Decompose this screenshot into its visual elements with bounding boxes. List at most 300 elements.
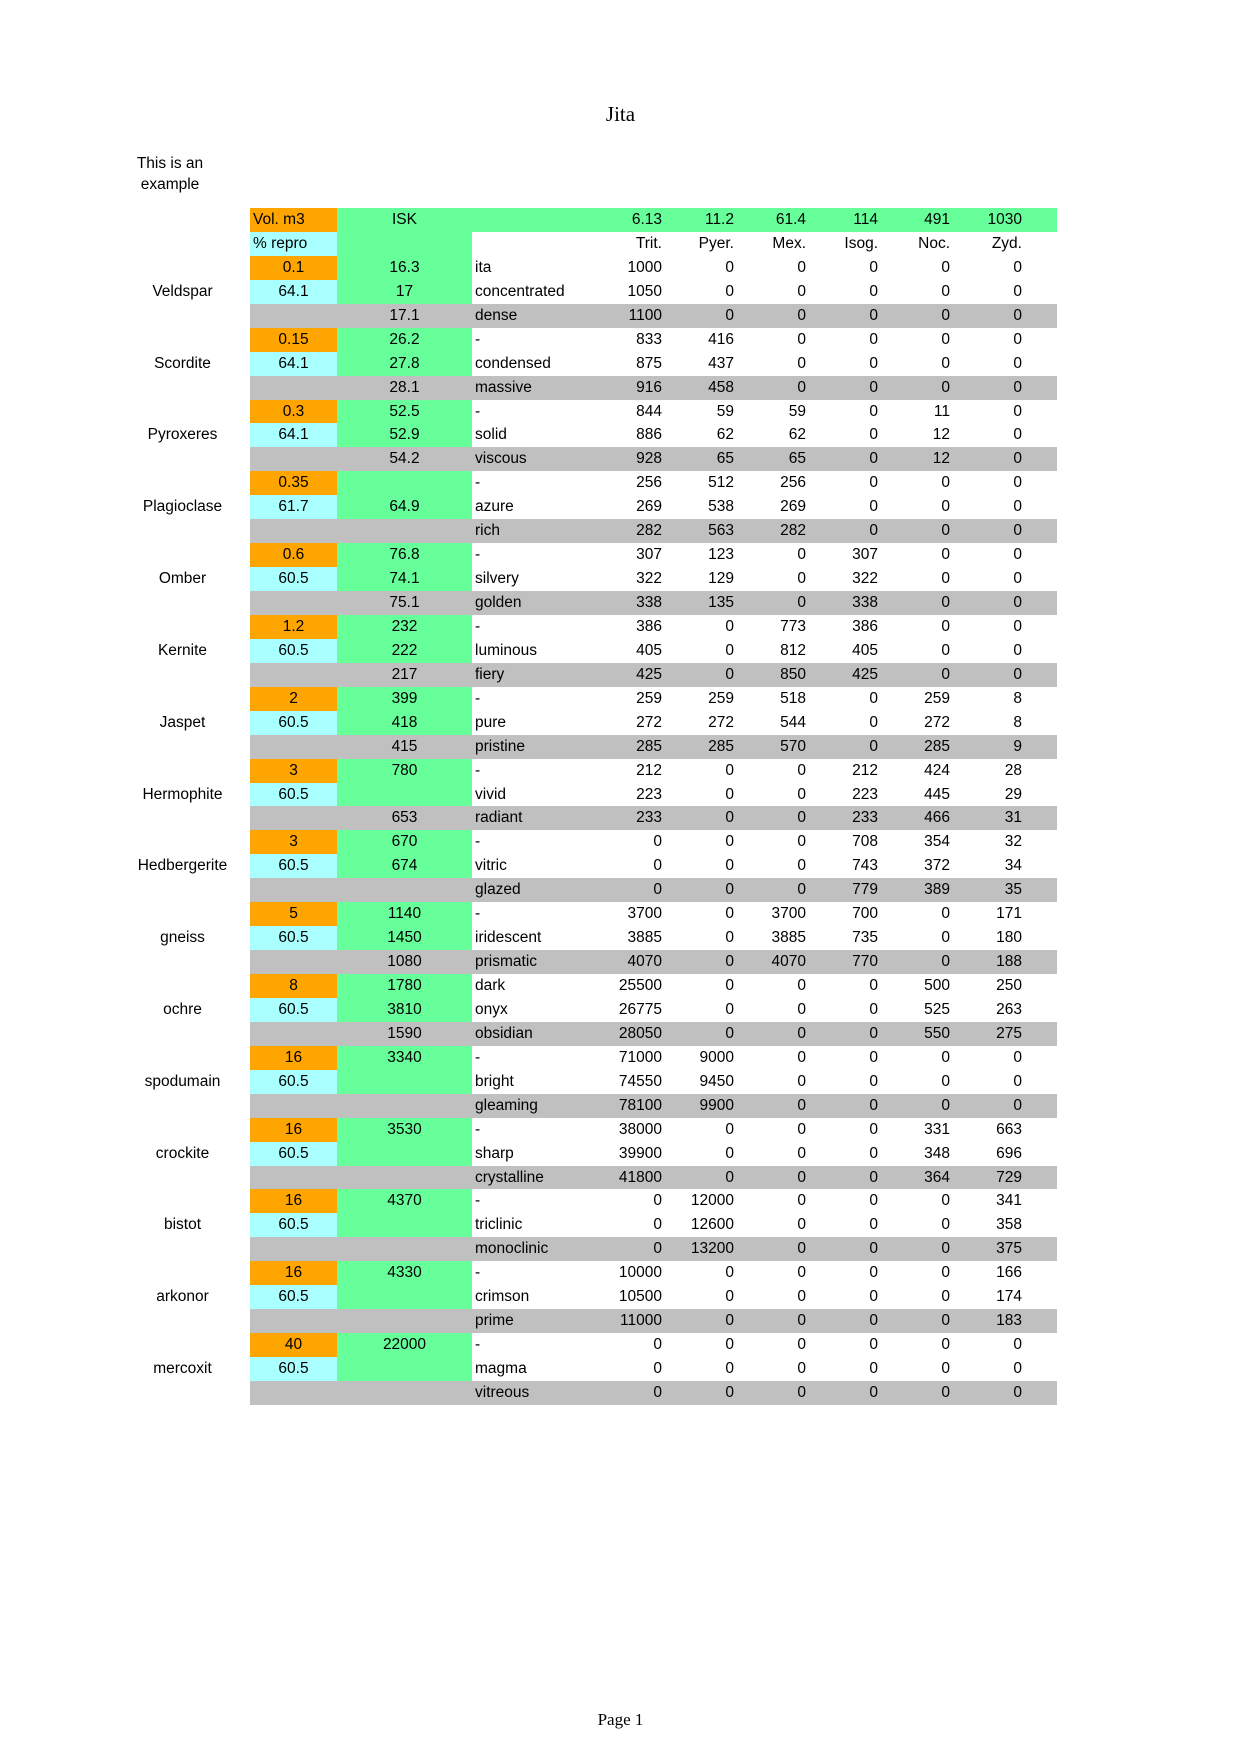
spacer-cell [1029, 208, 1057, 232]
mineral-value-cell-3: 0 [869, 1072, 878, 1090]
isk-cell: 16.3 [337, 256, 472, 280]
ore-name-cell [115, 1046, 250, 1070]
mineral-value-cell-3: 233 [813, 806, 885, 830]
variant-cell: - [475, 833, 481, 851]
spacer-cell [1029, 304, 1057, 328]
mineral-value-cell-1: 12600 [690, 1216, 734, 1234]
ore-row-Jaspet-0 [115, 687, 1057, 711]
mineral-value-cell-2: 0 [797, 1048, 806, 1066]
mineral-value-cell-5: 0 [1013, 354, 1022, 372]
vol-blank-cell [250, 376, 337, 400]
isk-cell: 674 [337, 854, 472, 878]
mineral-value-cell-0: 74550 [618, 1072, 662, 1090]
isk-cell [337, 878, 472, 902]
vol-cell: 16 [250, 1261, 337, 1285]
ore-row-gneiss-0 [115, 902, 1057, 926]
ore-name-cell: spodumain [144, 1072, 221, 1090]
mineral-value-cell-0: 78100 [597, 1094, 669, 1118]
mineral-value-cell-1: 0 [725, 1336, 734, 1354]
mineral-value-cell-3: 0 [869, 1048, 878, 1066]
mineral-value-cell-5: 0 [957, 1094, 1029, 1118]
mineral-value-cell-1: 0 [725, 929, 734, 947]
mineral-value-cell-1: 0 [669, 806, 741, 830]
mineral-value-cell-2: 0 [797, 1336, 806, 1354]
isk-cell: 54.2 [337, 447, 472, 471]
ore-row-Hedbergerite-0 [115, 830, 1057, 854]
mineral-value-cell-2: 0 [797, 330, 806, 348]
mineral-value-cell-4: 0 [941, 570, 950, 588]
mineral-value-cell-4: 0 [885, 950, 957, 974]
variant-cell: triclinic [475, 1216, 523, 1234]
isk-cell: 75.1 [337, 591, 472, 615]
mineral-value-cell-2: 0 [741, 1237, 813, 1261]
vol-blank-cell [250, 1094, 337, 1118]
mineral-value-cell-3: 0 [869, 426, 878, 444]
ore-row-mercoxit-1 [115, 1357, 1057, 1381]
ore-name-cell: Plagioclase [142, 498, 223, 516]
ore-name-cell [115, 519, 250, 543]
spacer-cell [1029, 1381, 1057, 1405]
mineral-value-cell-4: 0 [941, 354, 950, 372]
ore-name-cell: Hedbergerite [137, 857, 228, 875]
mineral-value-cell-4: 0 [941, 929, 950, 947]
spacer-cell [1029, 423, 1057, 447]
mineral-value-cell-3: 0 [869, 330, 878, 348]
variant-cell: - [475, 1336, 481, 1354]
mineral-value-cell-2: 0 [797, 1360, 806, 1377]
spacer-cell [1029, 806, 1057, 830]
mineral-value-cell-3: 0 [813, 1166, 885, 1190]
mineral-value-cell-5: 0 [957, 663, 1029, 687]
mineral-value-cell-4: 0 [941, 1264, 950, 1282]
mineral-value-cell-5: 275 [957, 1022, 1029, 1046]
page-title: Jita [605, 102, 636, 126]
repro-cell: 60.5 [250, 1285, 337, 1309]
ore-name-cell [115, 759, 250, 783]
repro-cell: 64.1 [250, 423, 337, 447]
repro-cell: 61.7 [250, 495, 337, 519]
mineral-value-cell-0: 38000 [618, 1120, 662, 1138]
vol-blank-cell [250, 878, 337, 902]
mineral-value-cell-0: 272 [636, 713, 662, 731]
isk-cell: 1080 [337, 950, 472, 974]
mineral-value-cell-2: 0 [741, 1094, 813, 1118]
repro-cell: 60.5 [250, 639, 337, 663]
mineral-value-cell-3: 0 [869, 1000, 878, 1018]
mineral-value-cell-4: 0 [941, 330, 950, 348]
mineral-value-cell-2: 0 [797, 1000, 806, 1018]
mineral-value-cell-0: 0 [597, 1237, 669, 1261]
mineral-value-cell-4: 424 [924, 761, 950, 779]
ore-row-gneiss-1 [115, 926, 1057, 950]
mineral-value-cell-1: 0 [725, 1288, 734, 1306]
variant-cell: - [475, 1192, 481, 1210]
vol-blank-cell [250, 1309, 337, 1333]
mineral-value-cell-1: 9450 [699, 1072, 734, 1090]
isk-cell: 4330 [337, 1261, 472, 1285]
isk-cell [337, 1381, 472, 1405]
variant-cell: massive [472, 376, 597, 400]
mineral-value-cell-5: 35 [957, 878, 1029, 902]
ore-name-cell [115, 256, 250, 280]
variant-cell: - [475, 905, 481, 923]
mineral-value-cell-4: 372 [924, 857, 950, 875]
spacer-cell [1029, 1237, 1057, 1261]
ore-name-cell [115, 974, 250, 998]
corner-cell [115, 232, 250, 256]
ore-row-Hermophite-1 [115, 783, 1057, 807]
repro-cell: 64.1 [250, 352, 337, 376]
ore-row-arkonor-1 [115, 1285, 1057, 1309]
mineral-value-cell-1: 272 [708, 713, 734, 731]
ore-name-cell [115, 1166, 250, 1190]
variant-cell: - [475, 402, 481, 420]
mineral-value-cell-3: 223 [852, 785, 878, 803]
mineral-value-cell-5: 9 [957, 735, 1029, 759]
mineral-value-cell-1: 135 [669, 591, 741, 615]
mineral-value-cell-3: 0 [869, 1120, 878, 1138]
price-header-cell-3: 114 [813, 208, 885, 232]
mineral-value-cell-4: 0 [941, 1288, 950, 1306]
mineral-value-cell-0: 928 [597, 447, 669, 471]
repro-cell: 60.5 [250, 1357, 337, 1381]
mineral-header-cell-5: Zyd. [991, 234, 1022, 252]
mineral-value-cell-4: 0 [941, 474, 950, 492]
ore-row-Veldspar-1 [115, 280, 1057, 304]
mineral-header-cell-4: Noc. [918, 234, 950, 252]
variant-cell: bright [475, 1072, 514, 1090]
mineral-value-cell-0: 0 [653, 857, 662, 875]
mineral-value-cell-3: 0 [869, 474, 878, 492]
mineral-value-cell-5: 341 [996, 1192, 1022, 1210]
vol-blank-cell [250, 735, 337, 759]
isk-cell: 1450 [337, 926, 472, 950]
mineral-value-cell-4: 12 [885, 447, 957, 471]
mineral-value-cell-5: 0 [1013, 282, 1022, 300]
vol-blank-cell [250, 519, 337, 543]
mineral-value-cell-2: 0 [797, 977, 806, 994]
mineral-value-cell-1: 0 [725, 905, 734, 923]
variant-cell: - [475, 474, 481, 492]
mineral-value-cell-3: 0 [869, 1216, 878, 1234]
mineral-value-cell-3: 386 [852, 617, 878, 635]
mineral-value-cell-4: 500 [924, 977, 950, 994]
mineral-value-cell-0: 1000 [627, 258, 662, 276]
ore-row-Scordite-0 [115, 328, 1057, 352]
mineral-value-cell-3: 0 [869, 1288, 878, 1306]
mineral-value-cell-4: 272 [924, 713, 950, 731]
ore-row-Kernite-2 [115, 663, 1057, 687]
mineral-value-cell-0: 425 [597, 663, 669, 687]
vol-blank-cell [250, 806, 337, 830]
mineral-value-cell-2: 773 [780, 617, 806, 635]
mineral-value-cell-4: 445 [924, 785, 950, 803]
mineral-value-cell-1: 0 [669, 663, 741, 687]
spacer-cell [1029, 1070, 1057, 1094]
mineral-value-cell-2: 0 [797, 1072, 806, 1090]
mineral-value-cell-1: 0 [725, 641, 734, 659]
mineral-value-cell-2: 0 [797, 857, 806, 875]
mineral-value-cell-3: 0 [813, 735, 885, 759]
spacer-cell [1029, 1189, 1057, 1213]
mineral-value-cell-4: 0 [941, 546, 950, 564]
mineral-value-cell-5: 250 [996, 977, 1022, 994]
mineral-value-cell-5: 0 [1013, 1360, 1022, 1377]
mineral-value-cell-5: 0 [1013, 546, 1022, 564]
ore-row-crockite-2 [115, 1166, 1057, 1190]
repro-cell: 60.5 [250, 1142, 337, 1166]
spacer-cell [1029, 567, 1057, 591]
mineral-value-cell-4: 0 [885, 591, 957, 615]
ore-row-Omber-1 [115, 567, 1057, 591]
variant-cell: golden [472, 591, 597, 615]
vol-blank-cell [250, 591, 337, 615]
spacer-cell [1029, 759, 1057, 783]
price-header-cell-4: 491 [885, 208, 957, 232]
mineral-value-cell-3: 0 [813, 376, 885, 400]
isk-cell [337, 1213, 472, 1237]
mineral-value-cell-3: 0 [813, 1237, 885, 1261]
vol-cell: 5 [250, 902, 337, 926]
mineral-value-cell-3: 0 [869, 1360, 878, 1377]
ore-row-Scordite-1 [115, 352, 1057, 376]
isk-cell [337, 1285, 472, 1309]
variant-cell: sharp [475, 1144, 514, 1162]
ore-name-cell: Jaspet [159, 713, 206, 731]
vol-cell: 1.2 [250, 615, 337, 639]
mineral-value-cell-3: 405 [852, 641, 878, 659]
spacer-cell [1029, 1357, 1057, 1381]
spacer-cell [1029, 256, 1057, 280]
price-header-cell-2: 61.4 [741, 208, 813, 232]
variant-cell: gleaming [472, 1094, 597, 1118]
vol-header-cell: Vol. m3 [250, 208, 337, 232]
mineral-value-cell-2: 0 [797, 1120, 806, 1138]
spacer-cell [1029, 376, 1057, 400]
isk-cell [337, 519, 472, 543]
isk-cell: 399 [337, 687, 472, 711]
vol-blank-cell [250, 1166, 337, 1190]
mineral-value-cell-0: 256 [636, 474, 662, 492]
variant-cell: concentrated [475, 282, 565, 300]
mineral-value-cell-5: 0 [1013, 258, 1022, 276]
spacer-cell [1029, 519, 1057, 543]
isk-cell [337, 1357, 472, 1381]
mineral-value-cell-2: 59 [788, 402, 806, 420]
mineral-value-cell-2: 850 [741, 663, 813, 687]
ore-name-cell: Pyroxeres [147, 426, 218, 444]
mineral-value-cell-4: 331 [924, 1120, 950, 1138]
variant-cell: - [475, 1120, 481, 1138]
mineral-value-cell-2: 0 [741, 878, 813, 902]
variant-cell: pure [475, 713, 507, 731]
mineral-value-cell-4: 0 [885, 1309, 957, 1333]
mineral-value-cell-4: 0 [941, 641, 950, 659]
isk-cell: 415 [337, 735, 472, 759]
variant-cell: onyx [475, 1000, 508, 1018]
mineral-value-cell-5: 171 [996, 905, 1022, 923]
spacer-cell [1029, 1142, 1057, 1166]
spacer-cell [1029, 543, 1057, 567]
mineral-header-cell-3: Isog. [844, 234, 878, 252]
ore-name-cell [115, 806, 250, 830]
mineral-value-cell-1: 458 [669, 376, 741, 400]
variant-cell: rich [472, 519, 597, 543]
mineral-value-cell-0: 322 [636, 570, 662, 588]
mineral-value-cell-1: 0 [725, 1000, 734, 1018]
vol-blank-cell [250, 304, 337, 328]
mineral-value-cell-1: 59 [716, 402, 734, 420]
mineral-value-cell-3: 0 [813, 1094, 885, 1118]
mineral-value-cell-0: 11000 [597, 1309, 669, 1333]
mineral-value-cell-0: 0 [653, 1360, 662, 1377]
mineral-value-cell-0: 875 [636, 354, 662, 372]
variant-cell: azure [475, 498, 514, 516]
ore-name-cell [115, 1261, 250, 1285]
spacer-cell [1029, 1022, 1057, 1046]
mineral-value-cell-0: 307 [636, 546, 662, 564]
ore-name-cell [115, 663, 250, 687]
ore-row-ochre-0 [115, 974, 1057, 998]
vol-cell: 40 [250, 1333, 337, 1357]
vol-blank-cell [250, 950, 337, 974]
spacer-cell [1029, 998, 1057, 1022]
mineral-value-cell-1: 62 [716, 426, 734, 444]
mineral-value-cell-3: 0 [813, 519, 885, 543]
spacer-cell [1029, 471, 1057, 495]
variant-cell: - [475, 689, 481, 707]
mineral-value-cell-1: 0 [669, 1381, 741, 1405]
mineral-value-cell-0: 39900 [618, 1144, 662, 1162]
vol-cell: 0.1 [250, 256, 337, 280]
isk-cell: 52.9 [337, 423, 472, 447]
isk-cell: 670 [337, 830, 472, 854]
mineral-value-cell-2: 0 [741, 304, 813, 328]
mineral-value-cell-5: 0 [957, 519, 1029, 543]
mineral-value-cell-1: 0 [669, 304, 741, 328]
spacer-cell [1029, 854, 1057, 878]
mineral-value-cell-2: 812 [780, 641, 806, 659]
price-header-cell-0: 6.13 [597, 208, 669, 232]
ore-row-Pyroxeres-2 [115, 447, 1057, 471]
mineral-value-cell-0: 26775 [618, 1000, 662, 1018]
mineral-value-cell-1: 0 [669, 950, 741, 974]
mineral-value-cell-4: 0 [885, 1381, 957, 1405]
mineral-value-cell-0: 233 [597, 806, 669, 830]
mineral-value-cell-4: 0 [885, 1094, 957, 1118]
ore-name-cell: mercoxit [153, 1360, 212, 1377]
vol-cell: 16 [250, 1118, 337, 1142]
ore-name-cell [115, 543, 250, 567]
mineral-value-cell-0: 833 [636, 330, 662, 348]
mineral-value-cell-0: 886 [636, 426, 662, 444]
ore-name-cell [115, 1189, 250, 1213]
mineral-value-cell-3: 735 [852, 929, 878, 947]
vol-cell: 8 [250, 974, 337, 998]
mineral-value-cell-0: 285 [597, 735, 669, 759]
mineral-value-cell-1: 437 [708, 354, 734, 372]
ore-row-Veldspar-2 [115, 304, 1057, 328]
mineral-value-cell-4: 525 [924, 1000, 950, 1018]
mineral-value-cell-4: 0 [941, 1192, 950, 1210]
spacer-cell [1029, 495, 1057, 519]
ore-table [115, 208, 1057, 1405]
ore-name-cell [115, 1118, 250, 1142]
isk-cell: 22000 [337, 1333, 472, 1357]
mineral-value-cell-1: 0 [669, 1022, 741, 1046]
mineral-value-cell-3: 743 [852, 857, 878, 875]
isk-cell [337, 1309, 472, 1333]
ore-name-cell [115, 591, 250, 615]
variant-cell: - [475, 1048, 481, 1066]
mineral-value-cell-5: 183 [957, 1309, 1029, 1333]
mineral-value-cell-2: 570 [741, 735, 813, 759]
variant-cell: condensed [475, 354, 551, 372]
spacer-cell [1029, 926, 1057, 950]
mineral-value-cell-2: 3885 [771, 929, 806, 947]
ore-name-cell [115, 878, 250, 902]
mineral-value-cell-0: 1050 [627, 282, 662, 300]
mineral-header-cell-1: Pyer. [698, 234, 734, 252]
mineral-value-cell-1: 129 [708, 570, 734, 588]
mineral-value-cell-2: 0 [741, 1166, 813, 1190]
mineral-value-cell-0: 916 [597, 376, 669, 400]
ore-name-cell [115, 950, 250, 974]
ore-row-Jaspet-2 [115, 735, 1057, 759]
mineral-value-cell-2: 62 [788, 426, 806, 444]
ore-row-crockite-0 [115, 1118, 1057, 1142]
spacer-cell [1029, 1118, 1057, 1142]
isk-blank-cell [337, 232, 472, 256]
mineral-value-cell-3: 0 [813, 447, 885, 471]
variant-cell: - [475, 546, 481, 564]
mineral-value-cell-2: 0 [741, 806, 813, 830]
header-row-prices [115, 208, 1057, 232]
spacer-cell [1029, 328, 1057, 352]
mineral-value-cell-2: 0 [797, 282, 806, 300]
ore-name-cell: Veldspar [152, 282, 213, 300]
mineral-value-cell-5: 188 [957, 950, 1029, 974]
mineral-value-cell-4: 364 [885, 1166, 957, 1190]
mineral-value-cell-0: 0 [597, 1381, 669, 1405]
variant-cell: obsidian [472, 1022, 597, 1046]
ore-name-cell [115, 376, 250, 400]
variant-cell: monoclinic [472, 1237, 597, 1261]
mineral-value-cell-0: 282 [597, 519, 669, 543]
mineral-value-cell-2: 0 [797, 570, 806, 588]
mineral-value-cell-1: 9900 [669, 1094, 741, 1118]
mineral-value-cell-4: 389 [885, 878, 957, 902]
mineral-value-cell-5: 28 [1004, 761, 1022, 779]
spacer-cell [1029, 711, 1057, 735]
price-header-cell-1: 11.2 [669, 208, 741, 232]
isk-cell: 653 [337, 806, 472, 830]
corner-cell [115, 208, 250, 232]
mineral-value-cell-0: 3700 [627, 905, 662, 923]
isk-cell: 232 [337, 615, 472, 639]
vol-blank-cell [250, 447, 337, 471]
mineral-value-cell-3: 0 [869, 354, 878, 372]
mineral-value-cell-5: 0 [1013, 474, 1022, 492]
isk-cell: 28.1 [337, 376, 472, 400]
isk-cell: 1780 [337, 974, 472, 998]
variant-cell: - [475, 761, 481, 779]
example-note-line2: example [140, 176, 200, 193]
mineral-value-cell-0: 0 [653, 833, 662, 851]
mineral-value-cell-3: 0 [813, 1022, 885, 1046]
variant-cell: iridescent [475, 929, 542, 947]
mineral-value-cell-5: 0 [1013, 330, 1022, 348]
